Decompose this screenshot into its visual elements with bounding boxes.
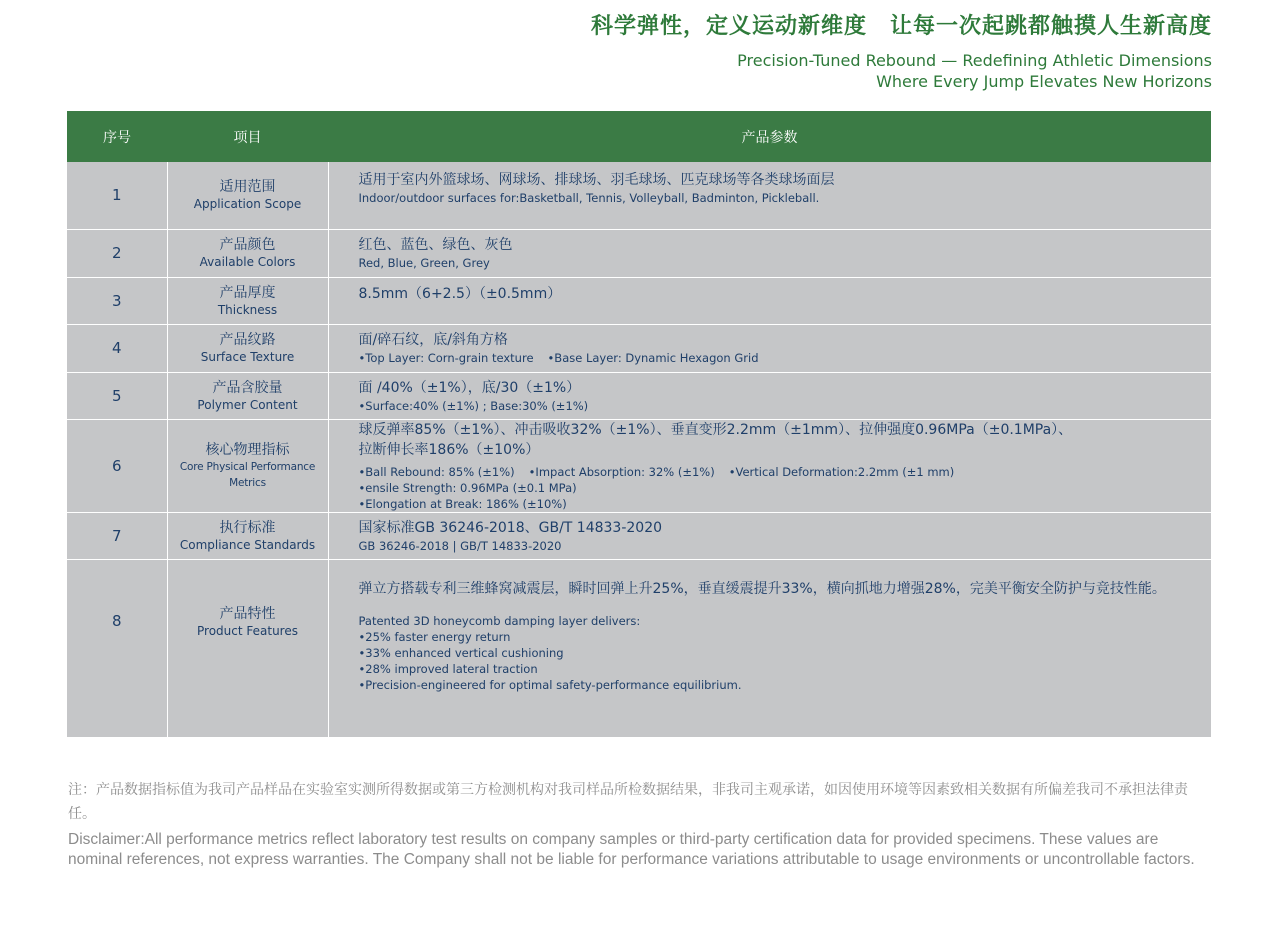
row-number: 1	[67, 162, 167, 229]
param-en: •28% improved lateral traction	[358, 661, 538, 676]
param-cn: 面/碎石纹，底/斜角方格	[358, 332, 508, 348]
param-en: GB 36246-2018 | GB/T 14833-2020	[358, 538, 562, 553]
page-title: 科学弹性，定义运动新维度 让每一次起跳都触摸人生新高度	[590, 14, 1212, 39]
row-number: 2	[67, 229, 167, 277]
row-item	[167, 372, 328, 419]
page-header	[591, 10, 1212, 92]
param-cn: 适用于室内外篮球场、网球场、排球场、羽毛球场、匹克球场等各类球场面层	[358, 172, 835, 188]
param-cn: 8.5mm（6+2.5）（±0.5mm）	[358, 285, 562, 302]
param-cn: 国家标准GB 36246-2018、GB/T 14833-2020	[358, 519, 663, 536]
item-en: Available Colors	[199, 255, 296, 269]
param-en: •Surface:40% (±1%) ; Base:30% (±1%)	[358, 398, 589, 413]
row-param	[328, 277, 1211, 324]
row-number: 8	[67, 559, 167, 737]
row-param	[328, 559, 1211, 737]
subtitle-line-2: Where Every Jump Elevates New Horizons	[876, 72, 1212, 91]
param-en: Indoor/outdoor surfaces for:Basketball, Tennis, Volleyball, Badminton, Pickleball.	[358, 191, 820, 205]
disclaimer	[68, 778, 1214, 870]
param-en-bullet: •ensile Strength: 0.96MPa (±0.1 MPa)	[358, 480, 577, 495]
table-row	[67, 372, 1211, 419]
subtitle-line-1: Precision-Tuned Rebound — Redefining Athletic Dimensions	[737, 51, 1212, 70]
table-row	[67, 324, 1211, 372]
row-item	[167, 229, 328, 277]
item-en: Polymer Content	[197, 397, 298, 412]
param-cn: 拉断伸长率186%（±10%）	[358, 441, 540, 458]
row-item	[167, 162, 328, 229]
param-en: •25% faster energy return	[358, 629, 511, 644]
row-param	[328, 229, 1211, 277]
header-param: 产品参数	[328, 111, 1211, 162]
row-param	[328, 162, 1211, 229]
param-en: •Elongation at Break: 186% (±10%)	[358, 496, 567, 511]
param-en: Patented 3D honeycomb damping layer delivers:	[358, 613, 641, 628]
table-row	[67, 229, 1211, 277]
item-cn: 适用范围	[219, 179, 276, 196]
param-en: Red, Blue, Green, Grey	[358, 256, 490, 270]
row-param	[328, 419, 1211, 512]
item-en: Product Features	[197, 623, 298, 638]
row-number: 5	[67, 372, 167, 419]
item-cn: 产品厚度	[219, 284, 276, 301]
param-en: •33% enhanced vertical cushioning	[358, 645, 564, 660]
spec-table	[67, 111, 1211, 737]
disclaimer-cn: 注：产品数据指标值为我司产品样品在实验室实测所得数据或第三方检测机构对我司样品所检数据结果，非我司主观承诺，如因使用环境等因素致相关数据有所偏差我司不承担法律责任。	[68, 782, 1188, 822]
param-cn: 面 /40%（±1%），底/30（±1%）	[358, 379, 581, 396]
row-param	[328, 512, 1211, 559]
item-cn: 执行标准	[219, 519, 276, 536]
param-en-bullet: •Vertical Deformation:2.2mm (±1 mm)	[728, 464, 955, 479]
item-en: Surface Texture	[200, 350, 295, 364]
param-en	[359, 350, 1198, 366]
param-cn: 球反弹率85%（±1%）、冲击吸收32%（±1%）、垂直变形2.2mm（±1mm）、拉伸强度0.96MPa（±0.1MPa）、	[358, 421, 1073, 438]
row-number: 3	[67, 277, 167, 324]
item-cn: 产品含胶量	[212, 379, 283, 396]
row-item	[167, 419, 328, 512]
row-param	[328, 324, 1211, 372]
param-en	[359, 464, 1198, 496]
table-row	[67, 559, 1211, 737]
row-item	[167, 559, 328, 737]
table-row	[67, 277, 1211, 324]
param-en: •Precision-engineered for optimal safety-performance equilibrium.	[358, 677, 742, 692]
table-row	[67, 512, 1211, 559]
row-item	[167, 277, 328, 324]
item-en: Core Physical Performance Metrics	[179, 460, 316, 489]
item-cn: 产品纹路	[219, 332, 276, 348]
item-en: Thickness	[217, 302, 278, 317]
item-cn: 产品特性	[219, 605, 276, 622]
row-number: 7	[67, 512, 167, 559]
item-en: Compliance Standards	[179, 537, 316, 552]
table-row	[67, 419, 1211, 512]
row-item	[167, 512, 328, 559]
item-cn: 产品颜色	[219, 237, 276, 253]
row-param	[328, 372, 1211, 419]
item-cn: 核心物理指标	[205, 441, 290, 458]
row-item	[167, 324, 328, 372]
param-en-bullet: •Base Layer: Dynamic Hexagon Grid	[547, 351, 759, 365]
param-en-bullet: •Ball Rebound: 85% (±1%)	[358, 464, 515, 479]
header-no: 序号	[67, 111, 167, 162]
param-en-bullet: •Top Layer: Corn-grain texture	[358, 351, 534, 365]
param-cn: 红色、蓝色、绿色、灰色	[358, 237, 513, 253]
header-item: 项目	[167, 111, 328, 162]
param-en-bullet: •Impact Absorption: 32% (±1%)	[528, 464, 715, 479]
row-number: 6	[67, 419, 167, 512]
item-en: Application Scope	[193, 197, 302, 212]
param-cn: 弹立方搭载专利三维蜂窝减震层，瞬时回弹上升25%，垂直缓震提升33%，横向抓地力增强28%，完美平衡安全防护与竞技性能。	[358, 580, 1166, 597]
table-row	[67, 162, 1211, 229]
disclaimer-en: Disclaimer:All performance metrics reflect laboratory test results on company samples or third-party certification data for provided specimens. These values are nominal references, not express warranties. The Company shall not be liable for performance variations attributable to usage environments or uncontrollable factors.	[68, 831, 1195, 868]
row-number: 4	[67, 324, 167, 372]
table-header-row	[67, 111, 1211, 162]
